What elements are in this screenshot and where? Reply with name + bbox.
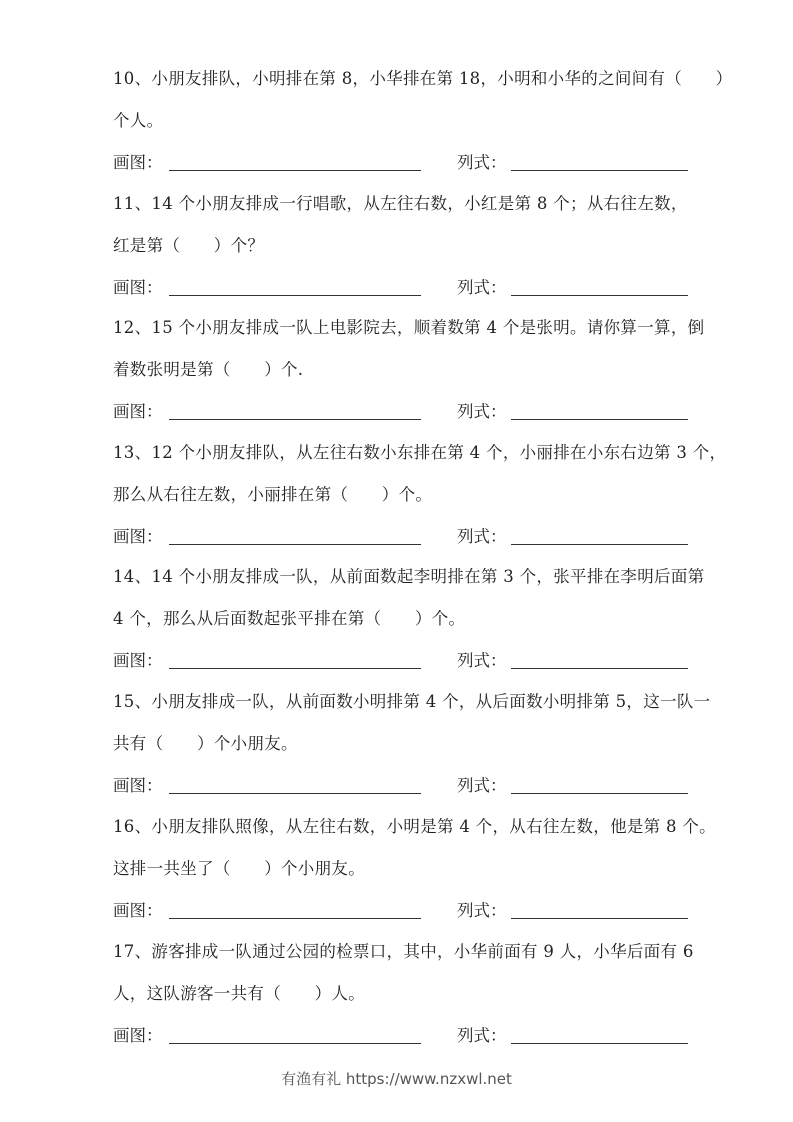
formula-label: 列式： (457, 527, 507, 546)
formula-label: 列式： (457, 278, 507, 297)
formula-label: 列式： (457, 776, 507, 795)
question-13 (113, 432, 763, 558)
question-12 (113, 307, 763, 433)
question-text-line1: 16、小朋友排队照像，从左往右数，小明是第 4 个，从右往左数，他是第 8 个。 (113, 817, 716, 836)
answer-row (113, 391, 763, 433)
draw-answer-blank[interactable] (169, 793, 421, 794)
footer-watermark: 有渔有礼 https://www.nzxwl.net (281, 1070, 512, 1088)
question-text-line2: 这排一共坐了（ ）个小朋友。 (113, 859, 365, 878)
formula-answer-blank[interactable] (511, 170, 688, 171)
question-14 (113, 556, 763, 682)
draw-answer-blank[interactable] (169, 544, 421, 545)
question-text-line1: 15、小朋友排成一队，从前面数小明排第 4 个，从后面数小明排第 5，这一队一 (113, 692, 711, 711)
draw-answer-blank[interactable] (169, 1043, 421, 1044)
question-10 (113, 58, 763, 184)
draw-answer-blank[interactable] (169, 668, 421, 669)
question-text-line2: 个人。 (113, 111, 164, 130)
formula-answer-blank[interactable] (511, 793, 688, 794)
answer-row (113, 640, 763, 682)
formula-label: 列式： (457, 901, 507, 920)
draw-label: 画图： (113, 153, 163, 172)
question-text-line2: 共有（ ）个小朋友。 (113, 734, 298, 753)
draw-label: 画图： (113, 1026, 163, 1045)
formula-answer-blank[interactable] (511, 419, 688, 420)
formula-label: 列式： (457, 153, 507, 172)
question-text-line1: 10、小朋友排队，小明排在第 8，小华排在第 18，小明和小华的之间间有（ ） (113, 69, 733, 88)
question-text-line2: 那么从右往左数，小丽排在第（ ）个。 (113, 485, 433, 504)
question-16 (113, 806, 763, 932)
answer-row (113, 765, 763, 807)
answer-row (113, 142, 763, 184)
draw-label: 画图： (113, 527, 163, 546)
draw-label: 画图： (113, 402, 163, 421)
formula-answer-blank[interactable] (511, 295, 688, 296)
question-text-line2: 着数张明是第（ ）个. (113, 360, 304, 379)
formula-label: 列式： (457, 1026, 507, 1045)
draw-answer-blank[interactable] (169, 918, 421, 919)
question-11 (113, 183, 763, 309)
draw-label: 画图： (113, 651, 163, 670)
question-text-line2: 红是第（ ）个？ (113, 236, 265, 255)
draw-label: 画图： (113, 901, 163, 920)
draw-label: 画图： (113, 776, 163, 795)
formula-answer-blank[interactable] (511, 668, 688, 669)
question-text-line1: 14、14 个小朋友排成一队，从前面数起李明排在第 3 个，张平排在李明后面第 (113, 567, 705, 586)
question-17 (113, 931, 763, 1057)
draw-answer-blank[interactable] (169, 419, 421, 420)
formula-answer-blank[interactable] (511, 544, 688, 545)
question-text-line2: 人，这队游客一共有（ ）人。 (113, 984, 365, 1003)
answer-row (113, 516, 763, 558)
draw-label: 画图： (113, 278, 163, 297)
answer-row (113, 267, 763, 309)
formula-label: 列式： (457, 402, 507, 421)
question-text-line2: 4 个，那么从后面数起张平排在第（ ）个。 (113, 609, 466, 628)
question-text-line1: 12、15 个小朋友排成一队上电影院去，顺着数第 4 个是张明。请你算一算，倒 (113, 318, 705, 337)
question-text-line1: 17、游客排成一队通过公园的检票口，其中，小华前面有 9 人，小华后面有 6 (113, 942, 694, 961)
formula-answer-blank[interactable] (511, 918, 688, 919)
draw-answer-blank[interactable] (169, 295, 421, 296)
question-15 (113, 681, 763, 807)
draw-answer-blank[interactable] (169, 170, 421, 171)
answer-row (113, 890, 763, 932)
question-text-line1: 13、12 个小朋友排队，从左往右数小东排在第 4 个，小丽排在小东右边第 3 个， (113, 443, 727, 462)
question-text-line1: 11、14 个小朋友排成一行唱歌，从左往右数，小红是第 8 个；从右往左数， (113, 194, 688, 213)
answer-row (113, 1015, 763, 1057)
formula-answer-blank[interactable] (511, 1043, 688, 1044)
formula-label: 列式： (457, 651, 507, 670)
